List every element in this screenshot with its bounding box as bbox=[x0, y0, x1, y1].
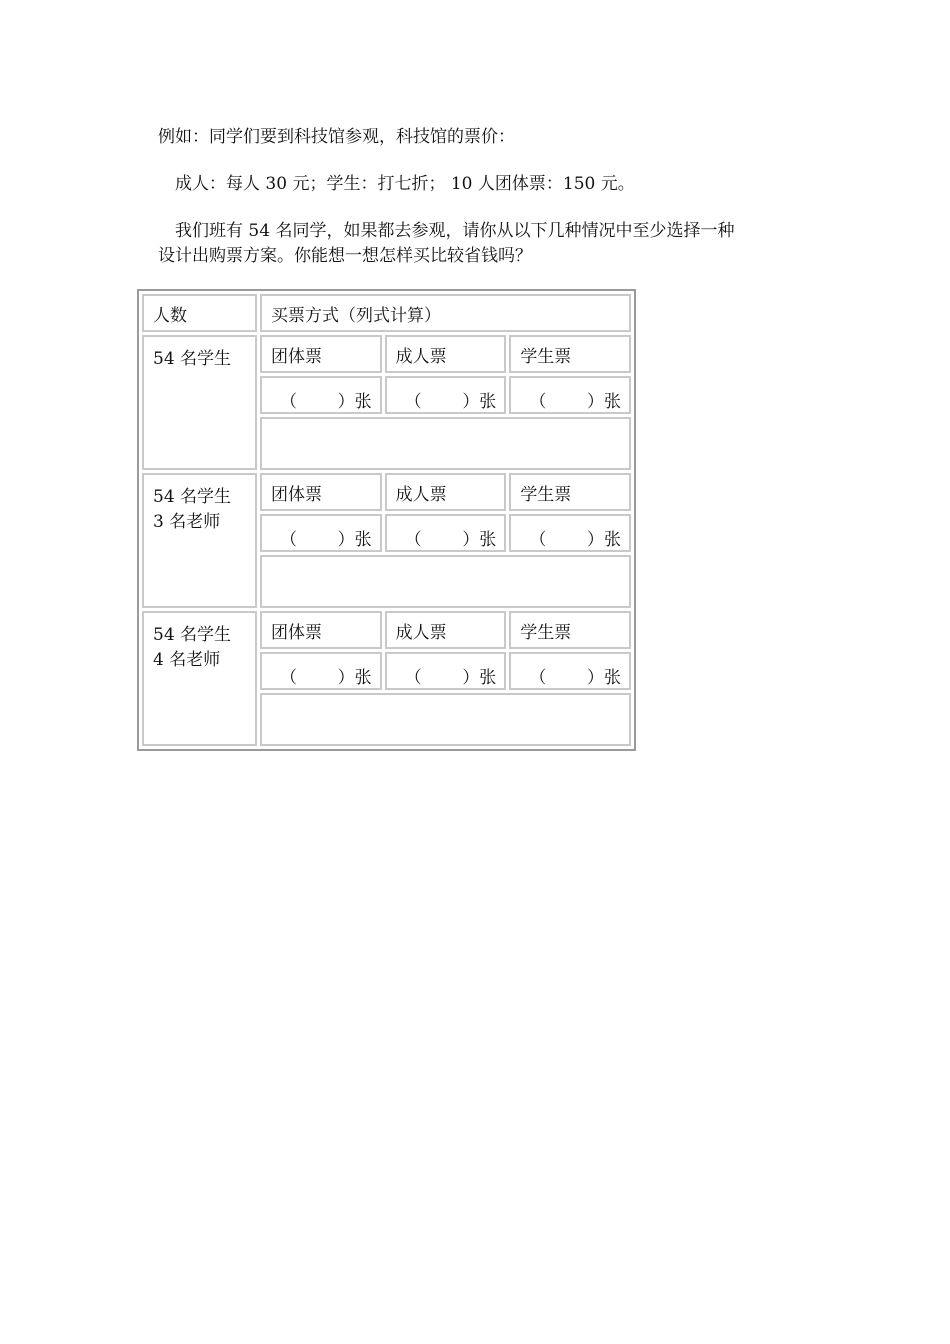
people-line-2: 4 名老师 bbox=[153, 650, 221, 670]
group-ticket-label: 团体票 bbox=[260, 611, 382, 649]
group-ticket-count[interactable]: （ ）张 bbox=[260, 514, 382, 552]
adult-ticket-count[interactable]: （ ）张 bbox=[385, 514, 507, 552]
student-ticket-label: 学生票 bbox=[509, 335, 631, 373]
header-method: 买票方式（列式计算） bbox=[260, 294, 631, 332]
ticket-plan-table bbox=[137, 289, 636, 751]
student-ticket-label: 学生票 bbox=[509, 611, 631, 649]
intro-line-1: 例如：同学们要到科技馆参观，科技馆的票价： bbox=[158, 127, 515, 147]
intro-line-4: 设计出购票方案。你能想一想怎样买比较省钱吗？ bbox=[158, 246, 532, 266]
table-row bbox=[142, 473, 631, 511]
people-line-1: 54 名学生 bbox=[153, 487, 232, 507]
people-line-1: 54 名学生 bbox=[153, 349, 232, 369]
calculation-area[interactable] bbox=[260, 555, 631, 608]
people-line-1: 54 名学生 bbox=[153, 625, 232, 645]
student-ticket-count[interactable]: （ ）张 bbox=[509, 652, 631, 690]
group-ticket-label: 团体票 bbox=[260, 473, 382, 511]
student-ticket-count[interactable]: （ ）张 bbox=[509, 376, 631, 414]
student-ticket-count[interactable]: （ ）张 bbox=[509, 514, 631, 552]
calculation-area[interactable] bbox=[260, 417, 631, 470]
table-row bbox=[142, 611, 631, 649]
calculation-area[interactable] bbox=[260, 693, 631, 746]
group-ticket-count[interactable]: （ ）张 bbox=[260, 652, 382, 690]
people-line-2: 3 名老师 bbox=[153, 512, 221, 532]
people-cell bbox=[142, 611, 257, 746]
people-cell bbox=[142, 335, 257, 470]
group-ticket-label: 团体票 bbox=[260, 335, 382, 373]
header-people: 人数 bbox=[142, 294, 257, 332]
header-row bbox=[142, 294, 631, 332]
adult-ticket-label: 成人票 bbox=[385, 473, 507, 511]
adult-ticket-label: 成人票 bbox=[385, 611, 507, 649]
people-cell bbox=[142, 473, 257, 608]
group-ticket-count[interactable]: （ ）张 bbox=[260, 376, 382, 414]
intro-line-3: 我们班有 54 名同学，如果都去参观，请你从以下几种情况中至少选择一种 bbox=[175, 221, 735, 241]
student-ticket-label: 学生票 bbox=[509, 473, 631, 511]
adult-ticket-count[interactable]: （ ）张 bbox=[385, 376, 507, 414]
table-row bbox=[142, 335, 631, 373]
intro-line-2: 成人：每人 30 元；学生：打七折； 10 人团体票：150 元。 bbox=[175, 174, 635, 194]
adult-ticket-label: 成人票 bbox=[385, 335, 507, 373]
adult-ticket-count[interactable]: （ ）张 bbox=[385, 652, 507, 690]
